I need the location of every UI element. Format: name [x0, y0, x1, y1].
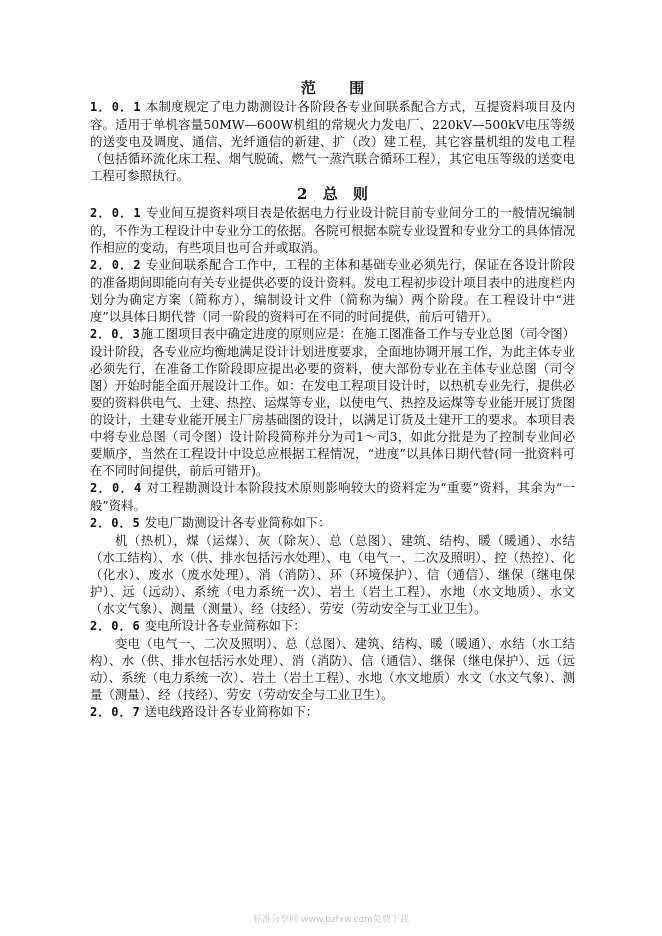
clause-text: 对工程勘测设计本阶段技术原则影响较大的资料定为“重要”资料，其余为“一般”资料。 — [90, 480, 575, 513]
power-plant-discipline-list — [90, 532, 575, 617]
clause-2-0-5 — [90, 514, 575, 532]
clause-1-0-1 — [90, 98, 575, 184]
clause-text: 施工图项目表中确定进度的原则应是：在施工图准备工作与专业总图（司令图）设计阶段，各专业应均衡地满足设计计划进度要求，全面地协调开展工作，为此主体专业必须先行，在准备工作阶段即应提出必要的资料，使大部份专业在主体专业总图（司令图）开始时能全面开展设计工作。如：在发电工程项目设计时，以热机专业先行，提供必要的资料供电气、土建、热控、运煤等专业，以使电气、热控及运煤等专业能开展订货图的设计，土建专业能开展主厂房基础图的设计，以满足订货及土建开工的要求。本项目表中将专业总图（司令图）设计阶段简称并分为司1～司3，如此分批是为了控制专业间必要顺序，当然在工程设计中设总应根据工程情况，“进度”以具体日期代替(同一批资料可在不同时间提供，前后可错开)。 — [90, 326, 575, 478]
clause-text: 机（热机），煤（运煤）、灰（除灰）、总（总图）、建筑、结构、暖（暖通）、水结（水工结构）、水（供、排水包括污水处理）、电（电气一、二次及照明）、控（热控）、化（化水）、废水（废水处理）、消（消防）、环（环境保护）、信（通信）、继保（继电保护）、远（远动）、系统（电力系统一次）、岩土（岩土工程）、水地（水文地质）、水文（水文气象）、测量（测量）、经（技经）、劳安（劳动安全与工业卫生）。 — [90, 533, 575, 616]
document-body — [90, 78, 575, 721]
clause-text: 专业间互提资料项目表是依据电力行业设计院目前专业间分工的一般情况编制的，不作为工程设计中专业分工的依据。各院可根据本院专业设置和专业分工的具体情况作相应的变动，有些项目也可合并或取消。 — [90, 205, 575, 255]
clause-number: 2．0．5 — [90, 516, 141, 530]
clause-2-0-2 — [90, 256, 575, 325]
clause-number: 2．0．1 — [90, 206, 142, 220]
clause-text: 变电（电气一、二次及照明）、总（总图）、建筑、结构、暖（暖通）、水结（水工结构）、水（供、排水包括污水处理）、消（消防）、信（通信）、继保（继电保护）、远（远动）、系统（电力系统一次）、岩土（岩土工程）、水地（水文地质）水文（水文气象）、测量（测量）、经（技经）、劳安（劳动安全与工业卫生）。 — [90, 636, 575, 702]
clause-number: 1．0．1 — [90, 100, 142, 114]
clause-text: 专业间联系配合工作中，工程的主体和基础专业必须先行，保证在各设计阶段的准备期间即能向有关专业提供必要的设计资料。发电工程初步设计项目表中的进度栏内划分为确定方案（简称方），编制设计文件（简称为编）两个阶段。在工程设计中“进度”以具体日期代替（同一阶段的资料可在不同的时间提供，前后可错开）。 — [90, 257, 575, 324]
clause-number: 2．0．7 — [90, 705, 141, 719]
clause-2-0-4 — [90, 479, 575, 514]
clause-2-0-7 — [90, 703, 575, 721]
clause-2-0-1 — [90, 204, 575, 256]
section-heading-general: 2 总 则 — [297, 185, 373, 203]
clause-text: 送电线路设计各专业简称如下： — [140, 704, 319, 719]
watermark-footer: 标准分享网 www.bzfxw.com免费下载 — [253, 915, 409, 925]
clause-number: 2．0．2 — [90, 258, 142, 272]
substation-discipline-list — [90, 635, 575, 703]
clause-text: 变电所设计各专业简称如下： — [140, 618, 306, 633]
clause-text: 发电厂勘测设计各专业简称如下： — [140, 515, 331, 530]
clause-2-0-3 — [90, 325, 575, 479]
clause-number: 2．0．6 — [90, 619, 141, 633]
clause-number: 2．0．3 — [90, 327, 141, 341]
section-heading-scope: 范 围 — [300, 79, 379, 97]
clause-text: 本制度规定了电力勘测设计各阶段各专业间联系配合方式，互提资料项目及内容。适用于单机容量50MW—600W机组的常规火力发电厂、220kV—500kV电压等级的送变电及调度、通信、光纤通信的新建、扩（改）建工程，其它容量机组的发电工程（包括循环流化床工程、烟气脱硫、燃气一蒸汽联合循环工程），其它电压等级的送变电工程可参照执行。 — [90, 99, 575, 183]
clause-2-0-6 — [90, 617, 575, 635]
clause-number: 2．0．4 — [90, 481, 143, 495]
